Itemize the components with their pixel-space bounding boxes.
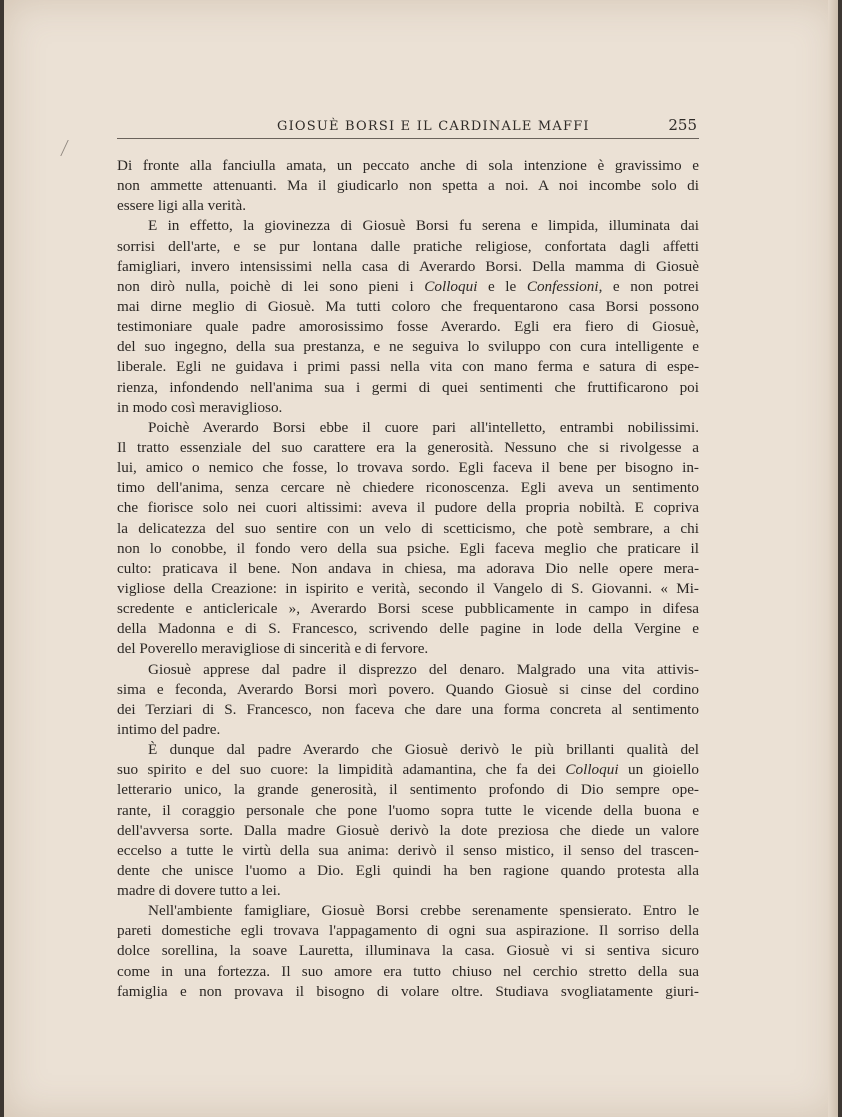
text-line [117,639,699,659]
text-run: non ammette attenuanti. Ma il giudicarlo non spetta a noi. A noi incombe solo di [117,177,699,195]
text-line [117,982,699,1002]
text-run: e le [477,277,527,295]
text-run: scredente e anticlericale », Averardo Borsi scese pubblicamente in campo in difesa [117,600,699,618]
text-run: pareti domestiche egli trovava l'appagamento di ogni sua aspirazione. Il sorriso della [117,922,699,940]
text-line [117,901,699,921]
text-run: mai dirne meglio di Giosuè. Ma tutti coloro che frequentarono casa Borsi possono [117,297,699,315]
text-line [117,418,699,438]
text-run: lui, amico o nemico che fosse, lo trovava sordo. Egli faceva il bene per bisogno in- [117,459,699,477]
text-line [117,317,699,337]
text-run: rienza, infondendo nell'anima sua i germi di quei sentimenti che fruttificarono poi [117,378,699,396]
text-line [117,962,699,982]
text-line [117,861,699,881]
body-text [117,156,699,1002]
text-run: Nell'ambiente famigliare, Giosuè Borsi crebbe serenamente spensierato. Entro le [148,902,699,920]
text-run: Giosuè apprese dal padre il disprezzo del denaro. Malgrado una vita attivis- [148,660,699,678]
text-run: del Poverello meravigliose di sincerità e di fervore. [117,640,429,658]
text-line [117,821,699,841]
pencil-mark [60,140,78,156]
text-run: È dunque dal padre Averardo che Giosuè derivò le più brillanti qualità del [148,741,699,759]
text-run: in modo così meraviglioso. [117,398,283,416]
text-run: della Madonna e di S. Francesco, scrivendo delle pagine in lode della Vergine e [117,620,699,638]
text-line [117,277,699,297]
paragraph [117,740,699,901]
text-line [117,196,699,216]
text-line [117,519,699,539]
text-line [117,237,699,257]
text-line [117,337,699,357]
text-line [117,438,699,458]
italic-title: Colloqui [565,761,619,779]
text-line [117,680,699,700]
text-run: Il tratto essenziale del suo carattere era la generosità. Nessuno che si rivolgesse a [117,438,699,456]
book-page [4,0,838,1117]
text-line [117,458,699,478]
text-run: essere ligi alla verità. [117,197,247,215]
text-run: suo spirito e del suo cuore: la limpidità adamantina, che fa dei [117,761,566,779]
text-run: culto: praticava il bene. Non andava in chiesa, ma adorava Dio nelle opere mera- [117,559,699,577]
text-line [117,297,699,317]
text-line [117,539,699,559]
text-line [117,619,699,639]
text-run: Poichè Averardo Borsi ebbe il cuore pari all'intelletto, entrambi nobilissimi. [148,418,699,436]
text-line [117,378,699,398]
running-header [117,116,699,139]
text-line [117,841,699,861]
text-line [117,801,699,821]
text-line [117,700,699,720]
text-run: un gioiello [618,761,700,779]
italic-title: Colloqui [424,277,478,295]
text-line [117,398,699,418]
text-run: sorrisi dell'arte, e se pur lontana dalle pratiche religiose, confortata dagli affetti [117,237,699,255]
text-run: dell'avversa sorte. Dalla madre Giosuè derivò la dote preziosa che diede un valore [117,821,699,839]
text-run: vigliose della Creazione: in ispirito e verità, secondo il Vangelo di S. Giovanni. « Mi- [117,579,699,597]
text-run: timo dell'anima, senza cercare nè chiedere riconoscenza. Egli aveva un sentimento [117,479,699,497]
text-line [117,740,699,760]
text-run: dente che unisce l'uomo a Dio. Egli quindi ha ben ragione quando protesta alla [117,861,699,879]
text-line [117,579,699,599]
text-run: letterario unico, la grande generosità, il sentimento profondo di Dio sempre ope- [117,781,699,799]
text-line [117,216,699,236]
text-line [117,599,699,619]
text-run: non dirò nulla, poichè di lei sono pieni i [117,277,425,295]
text-run: come in una fortezza. Il suo amore era tutto chiuso nel cerchio stretto della sua [117,962,699,980]
paragraph [117,156,699,216]
text-run: che fiorisce solo nei cuori altissimi: aveva il pudore della propria nobiltà. E copriva [117,499,699,517]
text-line [117,559,699,579]
text-run: la delicatezza del suo sentire con un velo di scetticismo, che potè sembrare, a chi [117,519,699,537]
text-run: testimoniare quale padre amorosissimo fosse Averardo. Egli era fiero di Giosuè, [117,318,699,336]
text-run: intimo del padre. [117,720,221,738]
text-line [117,720,699,740]
text-run: del suo ingegno, della sua prestanza, e ne seguiva lo sviluppo con cura intelligente e [117,338,699,356]
text-line [117,357,699,377]
text-line [117,921,699,941]
text-run: E in effetto, la giovinezza di Giosuè Borsi fu serena e limpida, illuminata dai [148,217,699,235]
text-line [117,760,699,780]
text-run: sima e feconda, Averardo Borsi morì povero. Quando Giosuè si cinse del cordino [117,680,699,698]
text-run: non lo conobbe, il fondo vero della sua psiche. Egli faceva meglio che praticare il [117,539,699,557]
text-line [117,881,699,901]
page-edge [828,0,838,1117]
paragraph [117,901,699,1002]
text-run: famiglia e non provava il bisogno di volare oltre. Studiava svogliatamente giuri- [117,982,699,1000]
paragraph [117,660,699,741]
text-line [117,660,699,680]
text-run: dolce sorellina, la soave Lauretta, illuminava la casa. Giosuè vi si sentiva sicuro [117,942,699,960]
running-title: GIOSUÈ BORSI E IL CARDINALE MAFFI [277,119,590,134]
text-line [117,156,699,176]
text-line [117,941,699,961]
text-run: Di fronte alla fanciulla amata, un peccato anche di sola intenzione è gravissimo e [117,157,699,174]
text-line [117,498,699,518]
italic-title: Confessioni [526,277,599,295]
text-run: famigliari, invero intensissimi nella casa di Averardo Borsi. Della mamma di Giosuè [117,257,699,275]
text-run: liberale. Egli ne guidava i primi passi nella vita con mano ferma e satura di espe- [117,358,699,376]
paragraph [117,216,699,417]
text-run: dei Terziari di S. Francesco, non faceva che dare una forma concreta al sentimento [117,700,699,718]
text-line [117,478,699,498]
text-line [117,780,699,800]
text-run: , e non potrei [598,277,700,295]
paragraph [117,418,699,660]
text-line [117,176,699,196]
text-run: rante, il coraggio personale che pone l'uomo sopra tutte le vicende della buona e [117,801,699,819]
page-number: 255 [668,116,697,134]
text-run: madre di dovere tutto a lei. [117,882,281,900]
text-line [117,257,699,277]
text-run: eccelso a tutte le virtù della sua anima: derivò il senso mistico, il senso del trascen- [117,841,699,859]
